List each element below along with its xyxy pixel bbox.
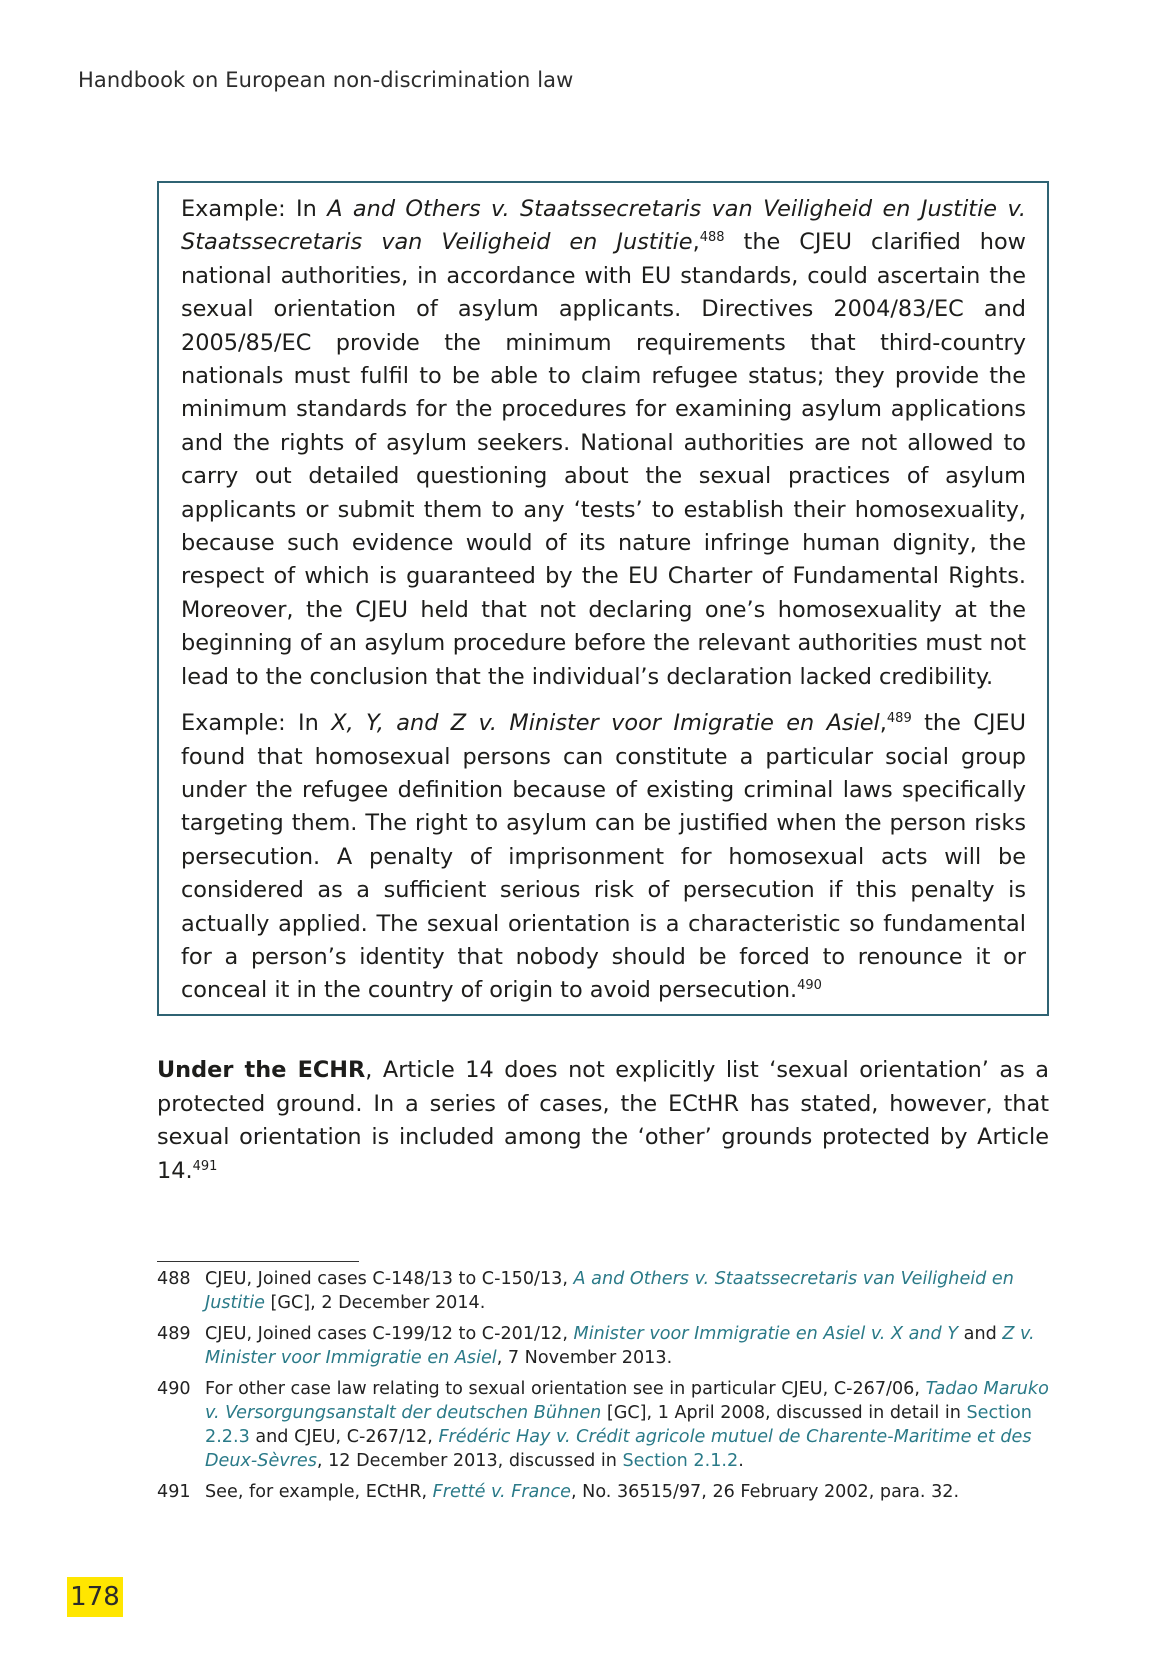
example-1-lead: Example: In [181, 196, 328, 222]
footnote-490 [157, 1377, 1057, 1473]
footnote-text-part: See, for example, ECtHR, [205, 1482, 433, 1502]
example-1-comma: , [692, 229, 700, 256]
footnote-divider [157, 1261, 359, 1262]
case-link[interactable]: Fretté v. France [432, 1482, 571, 1502]
footnote-text-part: , 12 December 2013, discussed in [316, 1451, 623, 1471]
case-link[interactable]: A and Others v. Staatssecretaris van Veiligheid en Justitie [205, 1269, 1014, 1313]
footnote-489 [157, 1322, 1057, 1370]
footnote-text-part: CJEU, Joined cases C-199/12 to C-201/12, [205, 1324, 574, 1344]
footnote-ref-490[interactable]: 490 [797, 978, 822, 994]
section-link[interactable]: Section 2.1.2 [622, 1451, 739, 1471]
footnotes [157, 1267, 1057, 1511]
footnote-text [205, 1267, 1057, 1315]
case-link[interactable]: Frédéric Hay v. Crédit agricole mutuel de Charente-Maritime et des Deux-Sèvres [205, 1427, 1032, 1471]
case-link[interactable]: Z v. Minister voor Immigratie en Asiel [205, 1324, 1035, 1368]
example-box [157, 181, 1049, 1016]
body-text: , Article 14 does not explicitly list ‘sexual orientation’ as a protected ground. In a series of cases, the ECtHR has stated, however, that sexual orientation is included among the ‘other’ grounds protected by Article 14. [157, 1057, 1049, 1184]
footnote-number: 489 [157, 1324, 191, 1344]
footnote-text [205, 1480, 1057, 1504]
body-bold-lead: Under the ECHR [157, 1057, 366, 1083]
example-1 [181, 193, 1026, 694]
footnote-text-part: For other case law relating to sexual orientation see in particular CJEU, C-267/06, [205, 1379, 926, 1399]
footnote-text-part: , No. 36515/97, 26 February 2002, para. 32. [570, 1482, 960, 1502]
case-link[interactable]: Tadao Maruko v. Versorgungsanstalt der deutschen Bühnen [205, 1379, 1049, 1423]
footnote-text-part: and [958, 1324, 1003, 1344]
footnote-text-part: [GC], 1 April 2008, discussed in detail in [601, 1403, 967, 1423]
footnote-number: 488 [157, 1269, 191, 1289]
footnote-ref-489[interactable]: 489 [886, 711, 912, 727]
footnote-text-part: , 7 November 2013. [496, 1348, 673, 1368]
footnote-text-part: CJEU, Joined cases C-148/13 to C-150/13, [205, 1269, 574, 1289]
page-number: 178 [67, 1577, 123, 1617]
footnote-491 [157, 1480, 1057, 1504]
footnote-488 [157, 1267, 1057, 1315]
footnote-text [205, 1322, 1057, 1370]
footnote-text-part: [GC], 2 December 2014. [264, 1293, 486, 1313]
section-link[interactable]: Section 2.2.3 [205, 1403, 1032, 1447]
footnote-text-part: . [738, 1451, 744, 1471]
example-1-text: the CJEU clarified how national authorities, in accordance with EU standards, could ascertain the sexual orientation of asylum applicants. Directives 2004/83/EC and 2005/85/EC provide the minimum requirements that third-country nationals must fulfil to be able to claim refugee status; they provide the minimum standards for the procedures for examining asylum applications and the rights of asylum seekers. National authorities are not allowed to carry out detailed questioning about the sexual practices of asylum applicants or submit them to any ‘tests’ to establish their homosexuality, because such evidence would of its nature infringe human dignity, the respect of which is guaranteed by the EU Charter of Fundamental Rights. Moreover, the CJEU held that not declaring one’s homosexuality at the beginning of an asylum procedure before the relevant authorities must not lead to the conclusion that the individual’s declaration lacked credibility. [181, 229, 1026, 690]
footnote-number: 490 [157, 1379, 191, 1399]
example-2-text: the CJEU found that homosexual persons can constitute a particular social group under the refugee definition because of existing criminal laws specifically targeting them. The right to asylum can be justified when the person risks persecution. A penalty of imprisonment for homosexual acts will be considered as a sufficient serious risk of persecution if this penalty is actually applied. The sexual orientation is a characteristic so fundamental for a person’s identity that nobody should be forced to renounce it or conceal it in the country of origin to avoid persecution. [181, 710, 1026, 1004]
example-2 [181, 707, 1026, 1008]
footnote-text [205, 1377, 1057, 1473]
example-2-comma: , [879, 710, 887, 737]
case-link[interactable]: Minister voor Immigratie en Asiel v. X and Y [573, 1324, 959, 1344]
example-2-case-name: X, Y, and Z v. Minister voor Imigratie en Asiel [331, 710, 880, 737]
running-header: Handbook on European non-discrimination law [78, 68, 574, 92]
example-1-case-name: A and Others v. Staatssecretaris van Veiligheid en Justitie v. Staatssecretaris van Veiligheid en Justitie [181, 196, 1026, 256]
body-paragraph [157, 1054, 1049, 1188]
example-2-lead: Example: In [181, 710, 332, 737]
footnote-number: 491 [157, 1482, 191, 1502]
footnote-text-part: and CJEU, C-267/12, [249, 1427, 439, 1447]
footnote-ref-491[interactable]: 491 [192, 1158, 218, 1174]
footnote-ref-488[interactable]: 488 [699, 230, 725, 246]
